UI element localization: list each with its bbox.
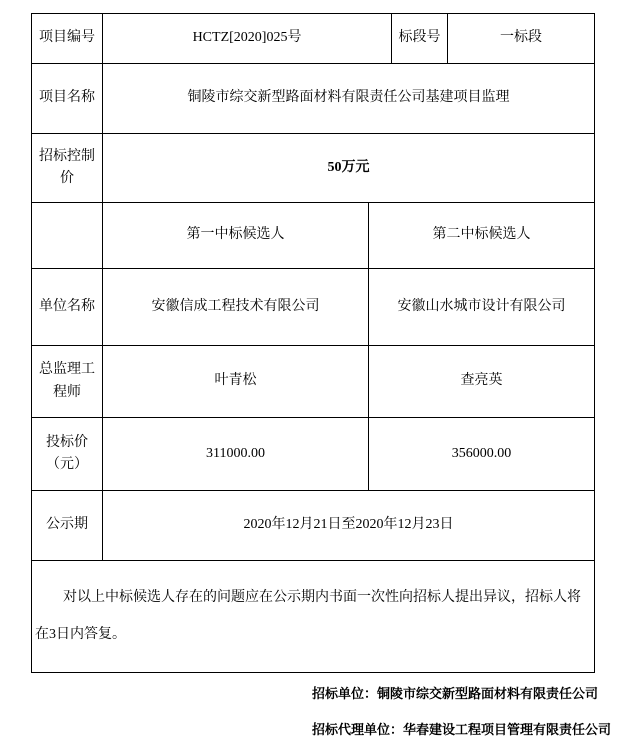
project-name-label: 项目名称 <box>32 64 103 134</box>
publicity-period-label: 公示期 <box>32 491 103 561</box>
control-price-value: 50万元 <box>103 134 595 203</box>
row-project-no <box>32 14 595 64</box>
row-note <box>32 561 595 673</box>
chief-engineer-first: 叶青松 <box>103 346 369 418</box>
chief-engineer-label: 总监理工程师 <box>32 346 103 418</box>
row-bid-price <box>32 418 595 491</box>
row-publicity-period <box>32 491 595 561</box>
empty-cell <box>32 203 103 269</box>
unit-name-first: 安徽信成工程技术有限公司 <box>103 269 369 346</box>
control-price-label: 招标控制价 <box>32 134 103 203</box>
objection-note-cell <box>32 561 595 673</box>
row-control-price <box>32 134 595 203</box>
objection-note-text: 对以上中标候选人存在的问题应在公示期内书面一次性向招标人提出异议，招标人将在3日内答复。 <box>35 590 581 642</box>
section-no-label: 标段号 <box>392 14 448 64</box>
unit-name-second: 安徽山水城市设计有限公司 <box>369 269 595 346</box>
bid-price-label: 投标价（元） <box>32 418 103 491</box>
unit-name-label: 单位名称 <box>32 269 103 346</box>
first-candidate-header: 第一中标候选人 <box>103 203 369 269</box>
chief-engineer-second: 查亮英 <box>369 346 595 418</box>
row-unit-name <box>32 269 595 346</box>
section-no-value: 一标段 <box>448 14 595 64</box>
row-chief-engineer <box>32 346 595 418</box>
bid-price-second: 356000.00 <box>369 418 595 491</box>
project-no-value: HCTZ[2020]025号 <box>103 14 392 64</box>
tender-unit-line: 招标单位：铜陵市综交新型路面材料有限责任公司 <box>312 686 599 701</box>
second-candidate-header: 第二中标候选人 <box>369 203 595 269</box>
bid-announcement-table <box>31 13 595 673</box>
project-no-label: 项目编号 <box>32 14 103 64</box>
project-name-value: 铜陵市综交新型路面材料有限责任公司基建项目监理 <box>103 64 595 134</box>
publicity-period-value: 2020年12月21日至2020年12月23日 <box>103 491 595 561</box>
row-candidates-header <box>32 203 595 269</box>
bid-price-first: 311000.00 <box>103 418 369 491</box>
row-project-name <box>32 64 595 134</box>
tender-agency-line: 招标代理单位：华春建设工程项目管理有限责任公司 <box>312 722 612 737</box>
